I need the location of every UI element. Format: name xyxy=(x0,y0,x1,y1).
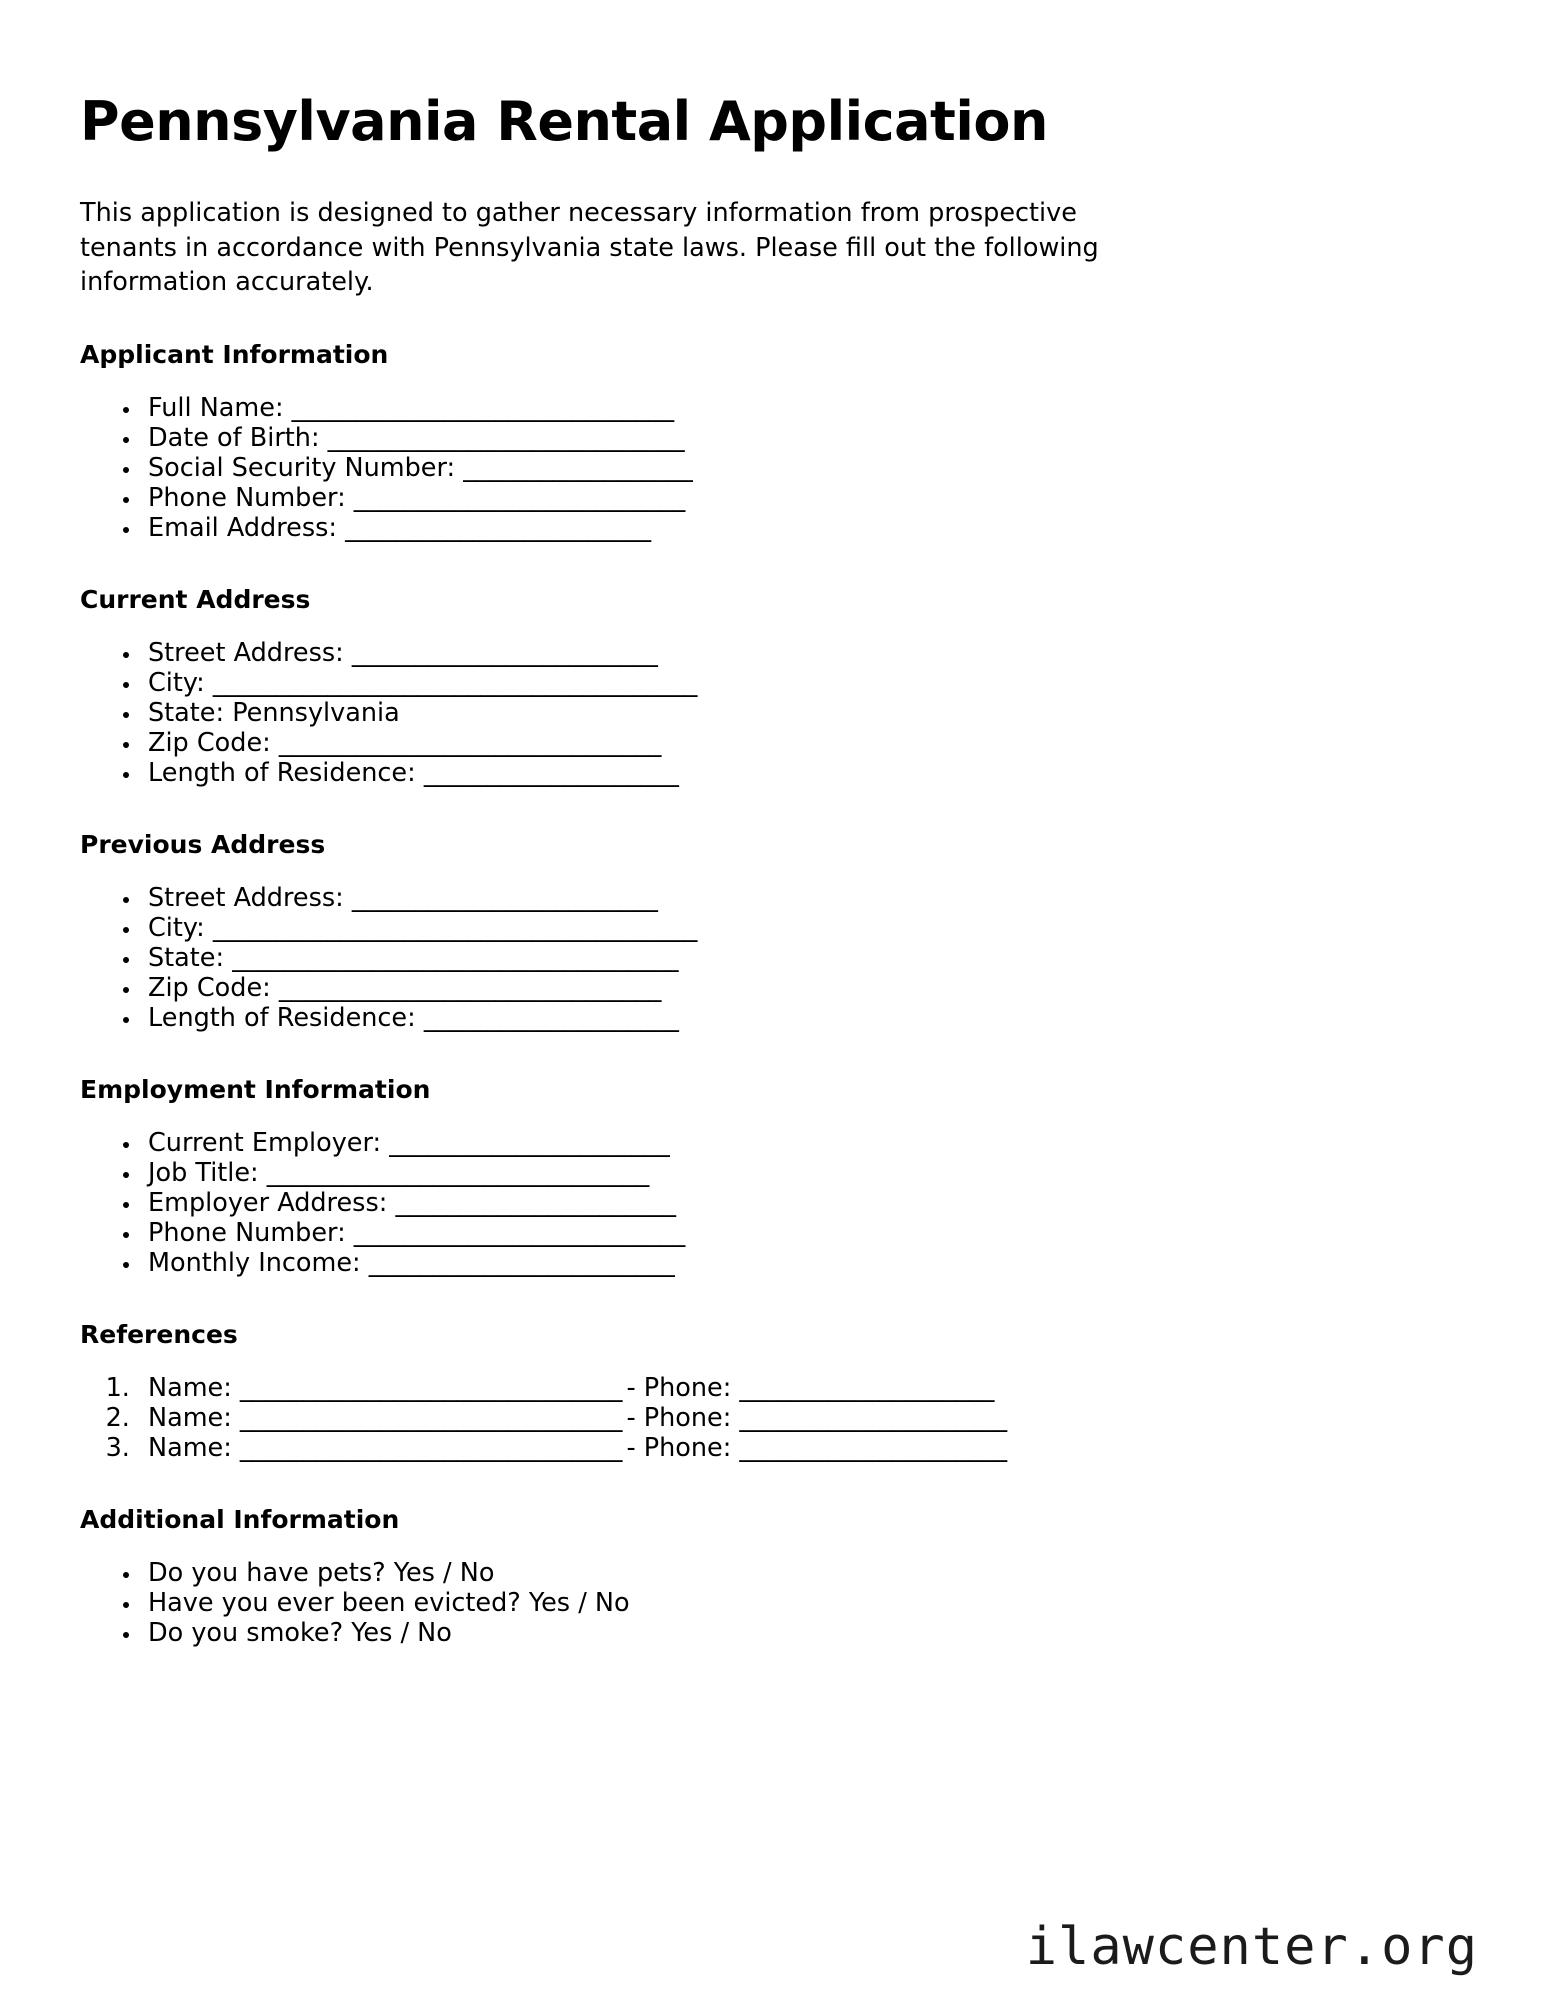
applicant-information-field-list xyxy=(80,394,1474,544)
reference-phone-field: - Phone: _____________________ xyxy=(626,1403,1008,1434)
list-item: • City: ______________________________________ xyxy=(142,914,1474,944)
list-item xyxy=(138,1374,1474,1404)
section-heading-current-address: Current Address xyxy=(80,584,311,614)
site-watermark: ilawcenter.org xyxy=(1025,1917,1478,1977)
intro-paragraph: This application is designed to gather necessary information from prospective tenants in accordance with Pennsylvania state laws. Please fill out the following information accurately. xyxy=(80,198,1099,297)
section-heading-previous-address: Previous Address xyxy=(80,829,326,859)
section-heading-references: References xyxy=(80,1320,238,1349)
additional-information-field-list xyxy=(80,1559,1474,1649)
list-item: • Current Employer: ______________________ xyxy=(142,1129,1474,1159)
section-heading-applicant-information: Applicant Information xyxy=(80,339,389,369)
reference-phone-field: - Phone: _____________________ xyxy=(626,1433,1008,1464)
reference-phone-field: - Phone: ____________________ xyxy=(626,1373,995,1404)
reference-name-field: Name: ______________________________ xyxy=(148,1433,623,1464)
list-item: • Job Title: ______________________________ xyxy=(142,1159,1474,1189)
list-item: • Length of Residence: ____________________ xyxy=(142,759,1474,789)
reference-name-field: Name: ______________________________ xyxy=(148,1373,623,1404)
list-item: • Full Name: ______________________________ xyxy=(142,394,1474,424)
list-item xyxy=(138,1434,1474,1464)
employment-information-field-list xyxy=(80,1129,1474,1279)
list-item: • Employer Address: ______________________ xyxy=(142,1189,1474,1219)
list-item: • Have you ever been evicted? Yes / No xyxy=(142,1589,1474,1619)
list-item: • Street Address: ________________________ xyxy=(142,639,1474,669)
references-list xyxy=(80,1374,1474,1464)
list-item: • Phone Number: __________________________ xyxy=(142,1219,1474,1249)
list-item: • Do you smoke? Yes / No xyxy=(142,1619,1474,1649)
list-item: • State: Pennsylvania xyxy=(142,699,1474,729)
list-item xyxy=(138,1404,1474,1434)
list-item: • Zip Code: ______________________________ xyxy=(142,729,1474,759)
list-item: • Zip Code: ______________________________ xyxy=(142,974,1474,1004)
list-item: • Length of Residence: ____________________ xyxy=(142,1004,1474,1034)
reference-name-field: Name: ______________________________ xyxy=(148,1403,623,1434)
current-address-field-list xyxy=(80,639,1474,789)
list-item: • Email Address: ________________________ xyxy=(142,514,1474,544)
list-item: • State: ___________________________________ xyxy=(142,944,1474,974)
list-item: • Social Security Number: __________________ xyxy=(142,454,1474,484)
section-heading-employment-information: Employment Information xyxy=(80,1074,431,1104)
list-item: • Street Address: ________________________ xyxy=(142,884,1474,914)
list-item: • Do you have pets? Yes / No xyxy=(142,1559,1474,1589)
list-item: • Monthly Income: ________________________ xyxy=(142,1249,1474,1279)
section-heading-additional-information: Additional Information xyxy=(80,1505,400,1535)
previous-address-field-list xyxy=(80,884,1474,1034)
list-item: • Date of Birth: ____________________________ xyxy=(142,424,1474,454)
list-item: • City: ______________________________________ xyxy=(142,669,1474,699)
list-item: • Phone Number: __________________________ xyxy=(142,484,1474,514)
page-title: Pennsylvania Rental Application xyxy=(80,90,1048,153)
